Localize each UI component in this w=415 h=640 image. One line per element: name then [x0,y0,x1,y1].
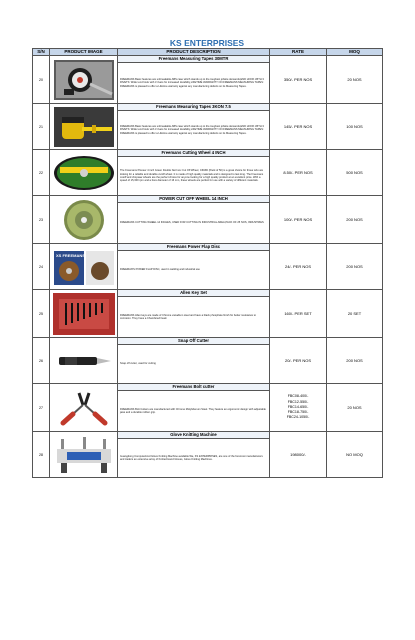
product-rate: 100/- PER NOS [270,196,327,244]
row-sn: 21 [33,104,50,150]
flap-disc-image [52,247,116,287]
rate-item: FBC08-400/- [287,394,309,399]
rate-item: FBC14-650/- [287,404,309,409]
row-sn: 20 [33,56,50,104]
product-name: Freemans Bolt cutter [118,384,270,391]
product-name: POWER CUT OFF WHEEL 14 INCH [118,196,270,203]
product-rate: 145/- PER NOS [270,104,327,150]
product-moq: 200 NOS [327,244,383,290]
product-moq: 20 SET [327,290,383,338]
rate-item: FBC24-1050/- [286,415,310,420]
header-rate: RATE [270,49,327,56]
product-description: The Freemans Pioneer 4 inch Green Double Net Inox Cut Off Wheel, C60ZD (Pack of 50) is a great choice for those who are looking for a reliable and durable cutoff wheel. It is made of high quality materials and is designed to last long. The Freemans cutoff and chopsaw wheels are the perfect choice for anyone looking for a high quality product at an excellent price. With a speed of 15,300 rpm and a bore diameter of 16 mm, these wheels are perfect for use with a variety of different materials. [118,157,270,196]
product-table [32,48,383,478]
product-description: FREEMANS Allen keys are made of Chrome vanadium steel and have a black phosphate finish for better resistance to corrosion. They have a Chamfered head. [118,297,270,338]
product-description: FREEMANS CUTTING WHEEL 14 INCHES, USED FOR CUTTING IN INDUSTRIAL AREA,PACK OF 25 NOS, INDUSTRIES [118,203,270,244]
table-row [33,56,383,63]
product-rate: 198000/- [270,432,327,478]
table-row [33,244,383,251]
product-image-cell [50,338,118,384]
product-image-cell [50,244,118,290]
table-row [33,150,383,157]
cutting-wheel-4in-image [52,154,116,192]
product-moq: 200 NOS [327,196,383,244]
document-title: KS ENTERPRISES [169,38,245,48]
table-row [33,104,383,111]
product-name: Allen Key Set [118,290,270,297]
product-name: Freemans Measuring Tapes 3KON 7.5 [118,104,270,111]
header-moq: MOQ [327,49,383,56]
product-moq: NO MOQ [327,432,383,478]
product-moq: 200 NOS [327,338,383,384]
table-header-row [33,49,383,56]
product-image-cell [50,104,118,150]
product-description: FREEMANS Basic features are unbreakable ABS case which stands up to the toughest jobsite demands,END HOOK WITH 3 RIVETS: Wider end hook with 3 rivets for increased durability,LIFETIME WARRANTY ON FREEMANS MEASURING TAPES: FREEMANS is pleased to offer a Lifetime warranty against any manufacturing defects on its Measuring Tapes. [118,63,270,104]
product-rate-list [270,384,327,432]
glove-knitting-machine-image [53,435,115,475]
snap-off-cutter-image [53,341,115,381]
product-rate: 20/- PER NOS [270,338,327,384]
product-image-cell [50,384,118,432]
allen-key-set-image [53,293,115,335]
table-row [33,432,383,439]
table-row [33,384,383,391]
product-image-cell [50,290,118,338]
product-name: Freemans Power Flap Disc [118,244,270,251]
product-description: FREEMAN'S POWER FLAP DISC, used in welding and industrial use [118,251,270,290]
flap-disc-brand-text: XS FREEMANS [55,252,85,258]
product-name: Freemans Cutting Wheel 4 INCH [118,150,270,157]
product-moq: 500 NOS [327,150,383,196]
table-row [33,290,383,297]
product-description: Guangdong Computerized Glove Knitting Machine available.We, KS ENTERPRISES, are one of the foremost manufacturers and traders an extensive array of Knitted Hand Gloves, Glove Knitting Machines. [118,439,270,478]
product-image-cell [50,150,118,196]
row-sn: 22 [33,150,50,196]
product-description: Snap off cutter, used for cutting [118,345,270,384]
product-image-cell [50,196,118,244]
bolt-cutter-image [53,387,115,429]
table-row [33,196,383,203]
measuring-tape-30m-image [54,60,114,100]
row-sn: 25 [33,290,50,338]
product-rate: 350/- PER NOS [270,56,327,104]
product-name: Freemans Measuring Tapes 30MTR [118,56,270,63]
rate-item: FBC18-750/- [287,410,309,415]
product-moq: 20 NOS [327,384,383,432]
table-row [33,338,383,345]
measuring-tape-image [54,107,114,147]
row-sn: 28 [33,432,50,478]
header-description: PRODUCT DESCRIPTION [118,49,270,56]
product-moq: 100 NOS [327,104,383,150]
row-sn: 27 [33,384,50,432]
product-rate: 24/- PER NOS [270,244,327,290]
product-moq: 20 NOS [327,56,383,104]
product-rate: 8.50/- PER NOS [270,150,327,196]
product-image-cell [50,432,118,478]
header-sn: S/N [33,49,50,56]
row-sn: 24 [33,244,50,290]
product-name: Glove Knitting Machine [118,432,270,439]
header-image: PRODUCT IMAGE [50,49,118,56]
row-sn: 23 [33,196,50,244]
product-description: FREEMANS Basic features are unbreakable ABS case which stands up to the toughest jobsite demands,END HOOK WITH 3 RIVETS: Wider end hook with 3 rivets for increased durability,LIFETIME WARRANTY ON FREEMANS MEASURING TAPES: FREEMANS is pleased to offer a Lifetime warranty against any manufacturing defects on its Measuring Tapes. [118,111,270,150]
product-rate: 160/- PER SET [270,290,327,338]
rate-item: FBC12-550/- [287,399,309,404]
cut-off-wheel-14in-image [53,199,115,241]
product-image-cell [50,56,118,104]
row-sn: 26 [33,338,50,384]
product-name: Snap Off Cutter [118,338,270,345]
product-description: FREEMANS Bolt Cutters are manufactured with Chrome Molybdenum Steel. They feature an ergonomic design with adjustable jaws and a durable rubber grip. [118,391,270,432]
